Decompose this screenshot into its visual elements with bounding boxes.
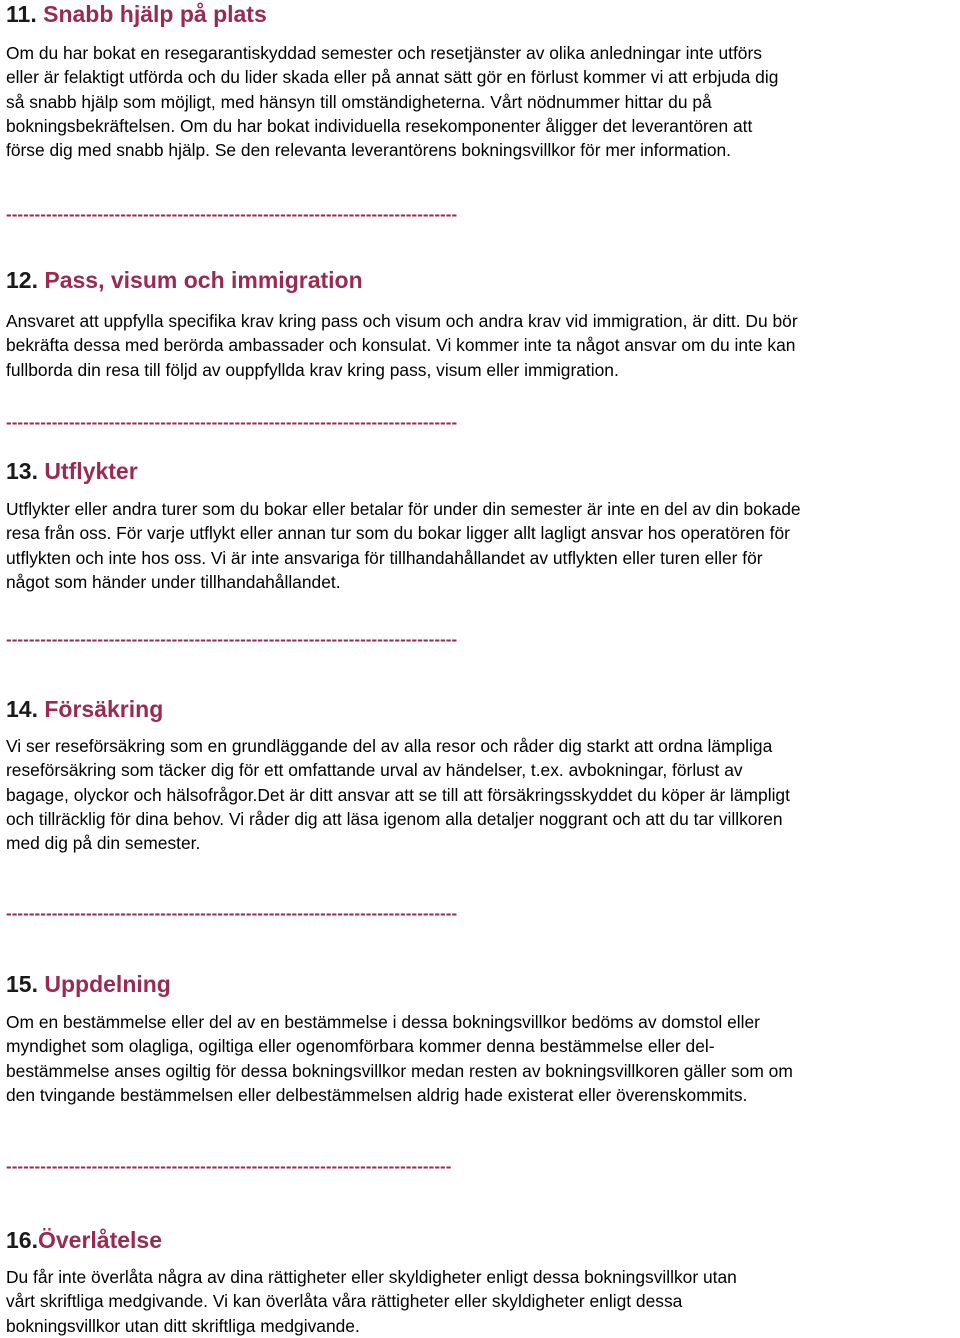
section-14-heading — [6, 695, 163, 723]
body-line: Utflykter eller andra turer som du bokar eller betalar för under din semester är inte en del av din bokade — [6, 499, 801, 519]
body-line: reseförsäkring som täcker dig för ett omfattande urval av händelser, t.ex. avbokningar, förlust av — [6, 760, 743, 781]
body-line: så snabb hjälp som möjligt, med hänsyn till omständigheterna. Vårt nödnummer hittar du på — [6, 91, 712, 112]
section-16-heading — [6, 1226, 162, 1254]
section-13-heading — [6, 457, 138, 485]
body-line: resa från oss. För varje utflykt eller annan tur som du bokar ligger allt lagligt ansvar hos operatören för — [6, 523, 790, 544]
body-line: bestämmelse anses ogiltig för dessa bokningsvillkor medan resten av bokningsvillkoren gäller som om — [6, 1060, 793, 1081]
section-title: Överlåtelse — [37, 1227, 163, 1253]
section-divider: ------------------------------------------------------------------------------- — [6, 413, 458, 432]
body-line: den tvingande bestämmelsen eller delbestämmelsen aldrig hade existerat eller överenskommits. — [6, 1084, 748, 1105]
section-title: Försäkring — [44, 696, 164, 722]
body-line: utflykten och inte hos oss. Vi är inte ansvariga för tillhandahållandet av utflykten eller turen eller för — [6, 547, 763, 568]
body-line: eller är felaktigt utförda och du lider skada eller på annat sätt gör en förlust kommer vi att erbjuda dig — [6, 67, 779, 88]
section-number: 16. — [6, 1227, 38, 1253]
section-divider: ------------------------------------------------------------------------------- — [6, 904, 458, 923]
body-line: bokningsvillkor utan ditt skriftliga medgivande. — [6, 1315, 360, 1336]
body-line: Du får inte överlåta några av dina rättigheter eller skyldigheter enligt dessa bokningsvillkor utan — [6, 1267, 737, 1287]
body-line: Ansvaret att uppfylla specifika krav kring pass och visum och andra krav vid immigration, är ditt. Du bör — [6, 311, 798, 331]
section-number: 14. — [6, 696, 38, 722]
section-13-body — [6, 497, 956, 594]
section-11-heading — [6, 0, 267, 28]
body-line: myndighet som olagliga, ogiltiga eller ogenomförbara kommer denna bestämmelse eller del- — [6, 1036, 715, 1057]
body-line: och tillräcklig för dina behov. Vi råder dig att läsa igenom alla detaljer noggrant och att du tar villkoren — [6, 808, 783, 829]
section-11-body — [6, 41, 956, 162]
body-line: med dig på din semester. — [6, 833, 201, 854]
body-line: bekräfta dessa med berörda ambassader och konsulat. Vi kommer inte ta något ansvar om du inte kan — [6, 335, 796, 356]
section-12-body — [6, 309, 956, 382]
body-line: Vi ser reseförsäkring som en grundläggande del av alla resor och råder dig starkt att ordna lämpliga — [6, 736, 773, 756]
body-line: förse dig med snabb hjälp. Se den relevanta leverantörens bokningsvillkor för mer information. — [6, 140, 731, 161]
section-number: 15. — [6, 971, 38, 997]
section-12-heading — [6, 266, 363, 294]
section-15-heading — [6, 970, 171, 998]
section-title: Pass, visum och immigration — [44, 267, 363, 293]
body-line: bokningsbekräftelsen. Om du har bokat individuella resekomponenter åligger det leverantören att — [6, 115, 753, 136]
section-divider: ------------------------------------------------------------------------------- — [6, 630, 458, 649]
body-line: något som händer under tillhandahållandet. — [6, 571, 341, 592]
section-divider: ------------------------------------------------------------------------------ — [6, 1157, 452, 1176]
section-title: Snabb hjälp på plats — [43, 1, 267, 27]
body-line: Om en bestämmelse eller del av en bestämmelse i dessa bokningsvillkor bedöms av domstol eller — [6, 1012, 760, 1032]
section-number: 11. — [6, 1, 37, 27]
section-16-body — [6, 1265, 956, 1338]
body-line: vårt skriftliga medgivande. Vi kan överlåta våra rättigheter eller skyldigheter enligt dessa — [6, 1291, 683, 1312]
section-14-body — [6, 734, 956, 855]
section-number: 13. — [6, 458, 38, 484]
section-15-body — [6, 1010, 956, 1107]
section-title: Utflykter — [44, 458, 138, 484]
body-line: Om du har bokat en resegarantiskyddad semester och resetjänster av olika anledningar inte utförs — [6, 43, 762, 63]
section-title: Uppdelning — [44, 971, 171, 997]
section-number: 12. — [6, 267, 38, 293]
section-divider: ------------------------------------------------------------------------------- — [6, 205, 458, 224]
body-line: bagage, olyckor och hälsofrågor.Det är ditt ansvar att se till att försäkringsskyddet du köper är lämpligt — [6, 784, 790, 805]
body-line: fullborda din resa till följd av ouppfyllda krav kring pass, visum eller immigration. — [6, 359, 619, 380]
